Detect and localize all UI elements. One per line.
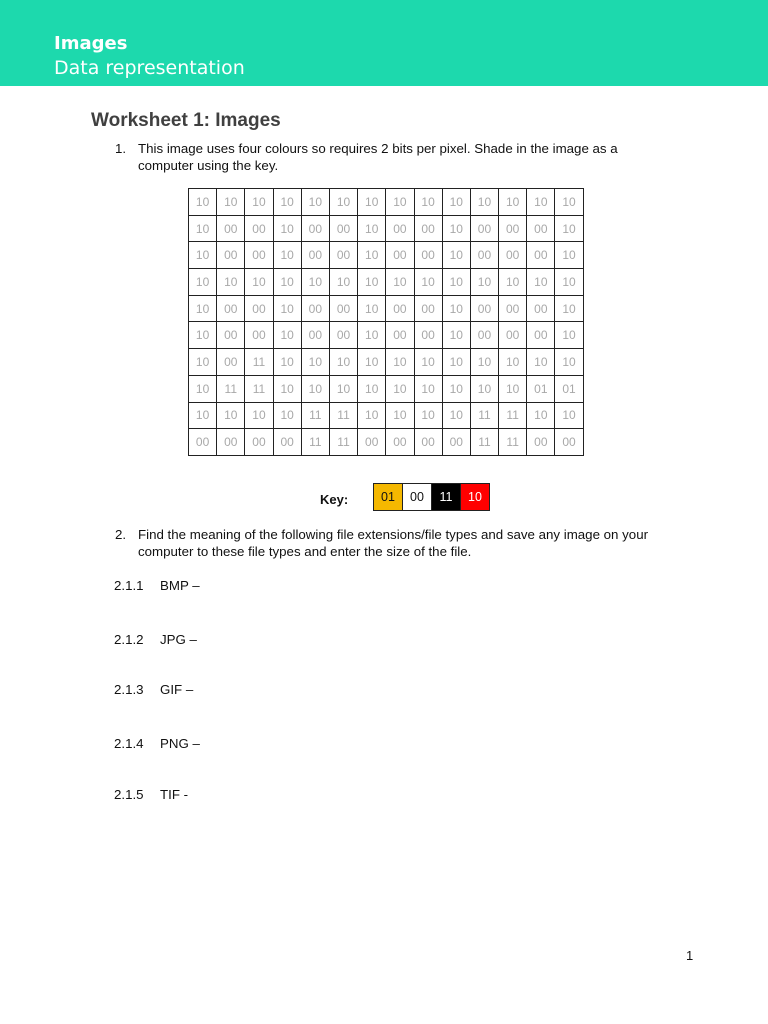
grid-cell[interactable]: 10 — [442, 349, 470, 376]
subitem-number: 2.1.3 — [114, 682, 144, 697]
grid-cell[interactable]: 00 — [329, 322, 357, 349]
grid-cell[interactable]: 10 — [301, 349, 329, 376]
grid-cell[interactable]: 10 — [273, 375, 301, 402]
grid-row — [189, 349, 584, 376]
grid-cell[interactable]: 00 — [527, 215, 555, 242]
grid-cell[interactable]: 10 — [386, 375, 414, 402]
grid-cell[interactable]: 00 — [301, 322, 329, 349]
grid-cell[interactable]: 10 — [414, 269, 442, 296]
grid-cell[interactable]: 10 — [442, 269, 470, 296]
worksheet-title: Worksheet 1: Images — [91, 110, 281, 131]
grid-cell[interactable]: 10 — [273, 242, 301, 269]
grid-cell[interactable]: 10 — [527, 269, 555, 296]
colour-key — [373, 483, 490, 511]
grid-cell[interactable]: 00 — [245, 322, 273, 349]
grid-cell[interactable]: 10 — [555, 189, 583, 216]
subitem-text: JPG – — [160, 632, 197, 647]
grid-cell[interactable]: 11 — [245, 349, 273, 376]
grid-cell[interactable]: 10 — [442, 375, 470, 402]
grid-cell[interactable]: 00 — [499, 322, 527, 349]
grid-cell[interactable]: 00 — [217, 215, 245, 242]
grid-cell[interactable]: 10 — [358, 402, 386, 429]
grid-cell[interactable]: 00 — [245, 429, 273, 456]
grid-cell[interactable]: 00 — [470, 215, 498, 242]
grid-cell[interactable]: 10 — [301, 189, 329, 216]
key-swatch: 00 — [403, 484, 432, 511]
grid-cell[interactable]: 00 — [217, 349, 245, 376]
grid-cell[interactable]: 11 — [301, 402, 329, 429]
grid-cell[interactable]: 10 — [555, 242, 583, 269]
grid-cell[interactable]: 10 — [189, 215, 217, 242]
grid-cell[interactable]: 10 — [470, 349, 498, 376]
grid-cell[interactable]: 10 — [189, 295, 217, 322]
pixel-grid — [188, 188, 584, 456]
grid-cell[interactable]: 11 — [470, 402, 498, 429]
grid-cell[interactable]: 10 — [499, 269, 527, 296]
grid-cell[interactable]: 10 — [329, 375, 357, 402]
grid-cell[interactable]: 10 — [386, 269, 414, 296]
grid-cell[interactable]: 10 — [273, 402, 301, 429]
page-number: 1 — [686, 948, 694, 963]
grid-cell[interactable]: 10 — [555, 349, 583, 376]
grid-cell[interactable]: 00 — [527, 429, 555, 456]
grid-cell[interactable]: 11 — [470, 429, 498, 456]
grid-row — [189, 322, 584, 349]
grid-cell[interactable]: 00 — [470, 322, 498, 349]
subitem-number: 2.1.5 — [114, 787, 144, 802]
grid-cell[interactable]: 10 — [555, 269, 583, 296]
grid-cell[interactable]: 10 — [245, 402, 273, 429]
grid-cell[interactable]: 10 — [329, 189, 357, 216]
grid-row — [189, 295, 584, 322]
grid-cell[interactable]: 00 — [414, 322, 442, 349]
grid-cell[interactable]: 00 — [245, 242, 273, 269]
grid-cell[interactable]: 10 — [555, 295, 583, 322]
grid-cell[interactable]: 00 — [442, 429, 470, 456]
grid-cell[interactable]: 00 — [555, 429, 583, 456]
grid-row — [189, 269, 584, 296]
grid-cell[interactable]: 10 — [386, 189, 414, 216]
grid-row — [189, 375, 584, 402]
grid-cell[interactable]: 10 — [273, 269, 301, 296]
grid-cell[interactable]: 00 — [499, 242, 527, 269]
subitem-text: TIF - — [160, 787, 189, 802]
grid-cell[interactable]: 10 — [442, 242, 470, 269]
grid-cell[interactable]: 10 — [470, 269, 498, 296]
grid-cell[interactable]: 10 — [386, 402, 414, 429]
grid-cell[interactable]: 00 — [499, 215, 527, 242]
subitem-text: BMP – — [160, 578, 200, 593]
grid-cell[interactable]: 00 — [217, 242, 245, 269]
grid-cell[interactable]: 10 — [217, 269, 245, 296]
grid-cell[interactable]: 10 — [470, 189, 498, 216]
grid-cell[interactable]: 01 — [527, 375, 555, 402]
grid-cell[interactable]: 11 — [329, 429, 357, 456]
grid-cell[interactable]: 11 — [499, 402, 527, 429]
grid-cell[interactable]: 10 — [442, 402, 470, 429]
grid-cell[interactable]: 10 — [414, 349, 442, 376]
subitem-number: 2.1.2 — [114, 632, 144, 647]
header-banner — [0, 0, 768, 86]
header-subtitle: Data representation — [54, 57, 245, 79]
grid-cell[interactable]: 10 — [189, 242, 217, 269]
subitem-text: GIF – — [160, 682, 194, 697]
grid-cell[interactable]: 11 — [301, 429, 329, 456]
grid-cell[interactable]: 10 — [527, 402, 555, 429]
grid-cell[interactable]: 10 — [189, 322, 217, 349]
grid-cell[interactable]: 00 — [189, 429, 217, 456]
grid-cell[interactable]: 10 — [217, 189, 245, 216]
key-swatch: 01 — [374, 484, 403, 511]
grid-cell[interactable]: 00 — [301, 295, 329, 322]
grid-cell[interactable]: 10 — [273, 349, 301, 376]
grid-cell[interactable]: 10 — [386, 349, 414, 376]
grid-cell[interactable]: 00 — [217, 322, 245, 349]
grid-cell[interactable]: 00 — [358, 429, 386, 456]
grid-cell[interactable]: 00 — [217, 429, 245, 456]
grid-row — [189, 215, 584, 242]
grid-cell[interactable]: 10 — [329, 349, 357, 376]
grid-cell[interactable]: 00 — [386, 429, 414, 456]
question-2-text: Find the meaning of the following file extensions/file types and save any image on your computer to these file types and enter the size of the file. — [138, 527, 649, 559]
grid-row — [189, 429, 584, 456]
question-1-number: 1. — [115, 141, 127, 156]
grid-cell[interactable]: 10 — [189, 189, 217, 216]
grid-cell[interactable]: 00 — [527, 242, 555, 269]
grid-cell[interactable]: 00 — [386, 295, 414, 322]
subitem-text: PNG – — [160, 736, 200, 751]
grid-cell[interactable]: 10 — [358, 215, 386, 242]
grid-cell[interactable]: 10 — [470, 375, 498, 402]
grid-cell[interactable]: 10 — [189, 269, 217, 296]
grid-cell[interactable]: 01 — [555, 375, 583, 402]
subitem-number: 2.1.4 — [114, 736, 144, 751]
grid-cell[interactable]: 00 — [329, 215, 357, 242]
grid-cell[interactable]: 00 — [301, 242, 329, 269]
grid-row — [189, 402, 584, 429]
grid-cell[interactable]: 10 — [499, 189, 527, 216]
grid-cell[interactable]: 00 — [527, 295, 555, 322]
grid-cell[interactable]: 10 — [273, 215, 301, 242]
grid-cell[interactable]: 10 — [358, 269, 386, 296]
grid-cell[interactable]: 00 — [329, 295, 357, 322]
grid-cell[interactable]: 00 — [470, 295, 498, 322]
grid-cell[interactable]: 10 — [442, 215, 470, 242]
grid-cell[interactable]: 10 — [499, 375, 527, 402]
key-row — [374, 484, 490, 511]
grid-cell[interactable]: 00 — [414, 215, 442, 242]
grid-cell[interactable]: 10 — [301, 375, 329, 402]
grid-cell[interactable]: 00 — [499, 295, 527, 322]
grid-row — [189, 242, 584, 269]
grid-cell[interactable]: 10 — [358, 375, 386, 402]
grid-cell[interactable]: 10 — [301, 269, 329, 296]
grid-cell[interactable]: 10 — [442, 295, 470, 322]
grid-cell[interactable]: 00 — [245, 215, 273, 242]
grid-cell[interactable]: 10 — [358, 322, 386, 349]
question-1-text: This image uses four colours so requires 2 bits per pixel. Shade in the image as a computer using the key. — [138, 141, 618, 173]
grid-cell[interactable]: 11 — [245, 375, 273, 402]
grid-cell[interactable]: 00 — [329, 242, 357, 269]
grid-cell[interactable]: 10 — [358, 189, 386, 216]
grid-cell[interactable]: 11 — [329, 402, 357, 429]
grid-cell[interactable]: 00 — [470, 242, 498, 269]
grid-cell[interactable]: 10 — [414, 375, 442, 402]
subitem-number: 2.1.1 — [114, 578, 144, 593]
grid-cell[interactable]: 00 — [245, 295, 273, 322]
key-swatch: 10 — [461, 484, 490, 511]
grid-cell[interactable]: 10 — [273, 295, 301, 322]
grid-cell[interactable]: 10 — [189, 402, 217, 429]
grid-cell[interactable]: 10 — [555, 402, 583, 429]
grid-cell[interactable]: 00 — [414, 429, 442, 456]
grid-cell[interactable]: 00 — [273, 429, 301, 456]
grid-cell[interactable]: 10 — [527, 189, 555, 216]
grid-cell[interactable]: 11 — [499, 429, 527, 456]
grid-cell[interactable]: 00 — [301, 215, 329, 242]
grid-cell[interactable]: 10 — [555, 215, 583, 242]
grid-cell[interactable]: 10 — [273, 322, 301, 349]
key-swatch: 11 — [432, 484, 461, 511]
grid-cell[interactable]: 10 — [217, 402, 245, 429]
grid-cell[interactable]: 10 — [329, 269, 357, 296]
grid-cell[interactable]: 00 — [414, 295, 442, 322]
grid-cell[interactable]: 10 — [245, 269, 273, 296]
grid-cell[interactable]: 10 — [273, 189, 301, 216]
grid-cell[interactable]: 10 — [189, 349, 217, 376]
grid-cell[interactable]: 00 — [386, 215, 414, 242]
grid-cell[interactable]: 10 — [527, 349, 555, 376]
grid-cell[interactable]: 00 — [414, 242, 442, 269]
grid-cell[interactable]: 10 — [442, 322, 470, 349]
grid-cell[interactable]: 00 — [527, 322, 555, 349]
question-2-number: 2. — [115, 527, 127, 542]
grid-cell[interactable]: 11 — [217, 375, 245, 402]
grid-cell[interactable]: 10 — [499, 349, 527, 376]
grid-cell[interactable]: 10 — [245, 189, 273, 216]
grid-row — [189, 189, 584, 216]
grid-cell[interactable]: 10 — [358, 349, 386, 376]
grid-cell[interactable]: 10 — [442, 189, 470, 216]
grid-cell[interactable]: 10 — [358, 242, 386, 269]
grid-cell[interactable]: 10 — [414, 402, 442, 429]
grid-cell[interactable]: 00 — [217, 295, 245, 322]
grid-cell[interactable]: 10 — [555, 322, 583, 349]
grid-cell[interactable]: 10 — [414, 189, 442, 216]
header-title: Images — [54, 33, 128, 54]
grid-cell[interactable]: 10 — [358, 295, 386, 322]
grid-cell[interactable]: 00 — [386, 322, 414, 349]
grid-cell[interactable]: 00 — [386, 242, 414, 269]
grid-cell[interactable]: 10 — [189, 375, 217, 402]
key-label: Key: — [320, 492, 349, 507]
